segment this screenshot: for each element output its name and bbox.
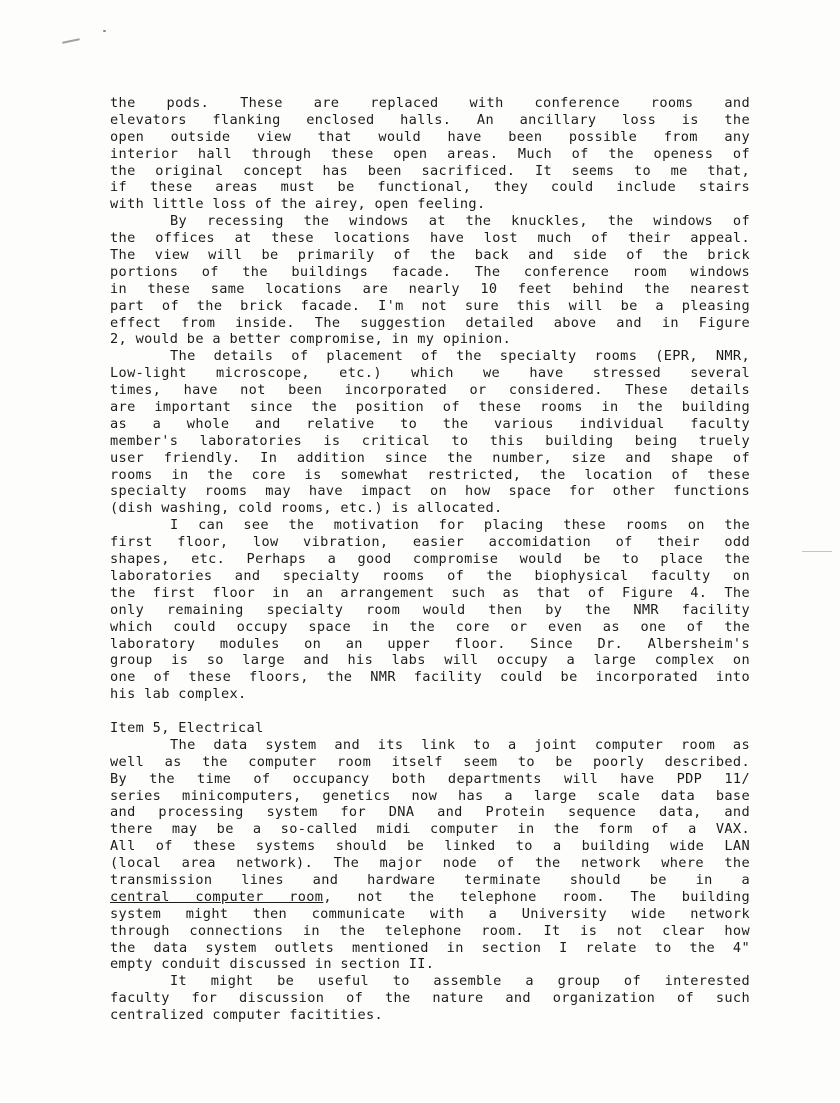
- text-line: member's laboratories is critical to this building being truely: [110, 432, 750, 449]
- text-line: elevators flanking enclosed halls. An ancillary loss is the: [110, 111, 750, 128]
- text-line: I can see the motivation for placing these rooms on the: [170, 517, 750, 534]
- text-line: centralized computer facitities.: [110, 1007, 384, 1024]
- text-line: the data system outlets mentioned in section I relate to the 4": [110, 939, 750, 956]
- text-line: By recessing the windows at the knuckles, the windows of: [170, 213, 750, 230]
- text-line: are important since the position of these rooms in the building: [110, 399, 750, 416]
- text-line: one of these floors, the NMR facility could be incorporated into: [110, 669, 750, 686]
- text-line: Low-light microscope, etc.) which we have stressed several: [110, 365, 750, 382]
- text-line: (local area network). The major node of the network where the: [110, 855, 750, 872]
- text-line: effect from inside. The suggestion detailed above and in Figure: [110, 314, 750, 331]
- underlined-phrase: central computer room: [110, 888, 324, 905]
- text-line: laboratories and specialty rooms of the biophysical faculty on: [110, 567, 750, 584]
- paragraph-windows: [110, 213, 750, 348]
- text-line: The view will be primarily of the back and side of the brick: [110, 247, 750, 264]
- text-line: in these same locations are nearly 10 feet behind the nearest: [110, 280, 750, 297]
- text-line: the original concept has been sacrificed. It seems to me that,: [110, 162, 750, 179]
- text-line: The data system and its link to a joint computer room as: [170, 736, 750, 753]
- text-line-underlined: [110, 889, 750, 906]
- text-line: open outside view that would have been possible from any: [110, 128, 750, 145]
- text-line: The details of placement of the specialty rooms (EPR, NMR,: [170, 348, 750, 365]
- text-line: group is so large and his labs will occupy a large complex on: [110, 652, 750, 669]
- paragraph-faculty-discussion: [110, 973, 750, 1024]
- section-heading: Item 5, Electrical: [110, 719, 264, 736]
- text-line: interior hall through these open areas. Much of the openess of: [110, 145, 750, 162]
- text-line: series minicomputers, genetics now has a large scale data base: [110, 787, 750, 804]
- text-line: empty conduit discussed in section II.: [110, 956, 435, 973]
- blank-line: [110, 703, 750, 720]
- text-line: the offices at these locations have lost much of their appeal.: [110, 230, 750, 247]
- text-line: the first floor in an arrangement such as that of Figure 4. The: [110, 584, 750, 601]
- line-remainder: , not the telephone room. The building: [323, 888, 751, 905]
- text-line: only remaining specialty room would then by the NMR facility: [110, 601, 750, 618]
- text-line: his lab complex.: [110, 686, 247, 703]
- text-line: rooms in the core is somewhat restricted, the location of these: [110, 466, 750, 483]
- text-line: through connections in the telephone room. It is not clear how: [110, 922, 750, 939]
- paragraph-specialty-rooms: [110, 348, 750, 517]
- text-line: there may be a so-called midi computer in the form of a VAX.: [110, 821, 750, 838]
- text-line: shapes, etc. Perhaps a good compromise would be to place the: [110, 551, 750, 568]
- text-line: All of these systems should be linked to a building wide LAN: [110, 838, 750, 855]
- text-line: as a whole and relative to the various individual faculty: [110, 415, 750, 432]
- text-line: part of the brick facade. I'm not sure this will be a pleasing: [110, 297, 750, 314]
- text-line: the pods. These are replaced with conference rooms and: [110, 95, 750, 111]
- text-line: first floor, low vibration, easier accomidation of their odd: [110, 534, 750, 551]
- scan-speck-right: [802, 551, 832, 552]
- text-line: It might be useful to assemble a group of interested: [170, 973, 750, 990]
- document-body: [110, 95, 750, 1024]
- text-line: and processing system for DNA and Protein sequence data, and: [110, 804, 750, 821]
- text-line: specialty rooms may have impact on how space for other functions: [110, 483, 750, 500]
- scan-speck-dot: [103, 30, 106, 32]
- text-line: laboratory modules on an upper floor. Since Dr. Albersheim's: [110, 635, 750, 652]
- text-line: 2, would be a better compromise, in my opinion.: [110, 331, 512, 348]
- text-line: with little loss of the airey, open feeling.: [110, 196, 486, 213]
- text-line: times, have not been incorporated or considered. These details: [110, 382, 750, 399]
- text-line: transmission lines and hardware terminate should be in a: [110, 871, 750, 888]
- text-line: which could occupy space in the core or even as one of the: [110, 618, 750, 635]
- text-line: faculty for discussion of the nature and organization of such: [110, 990, 750, 1007]
- text-line: user friendly. In addition since the number, size and shape of: [110, 449, 750, 466]
- scan-speck-mark: [62, 38, 80, 44]
- text-line: By the time of occupancy both departments will have PDP 11/: [110, 770, 750, 787]
- paragraph-first-floor: [110, 517, 750, 703]
- text-line: system might then communicate with a University wide network: [110, 905, 750, 922]
- text-line: portions of the buildings facade. The conference room windows: [110, 263, 750, 280]
- text-line: well as the computer room itself seem to be poorly described.: [110, 753, 750, 770]
- paragraph-data-system: [110, 737, 750, 973]
- paragraph-pods: [110, 95, 750, 213]
- text-line: (dish washing, cold rooms, etc.) is allocated.: [110, 500, 503, 517]
- text-line: if these areas must be functional, they could include stairs: [110, 179, 750, 196]
